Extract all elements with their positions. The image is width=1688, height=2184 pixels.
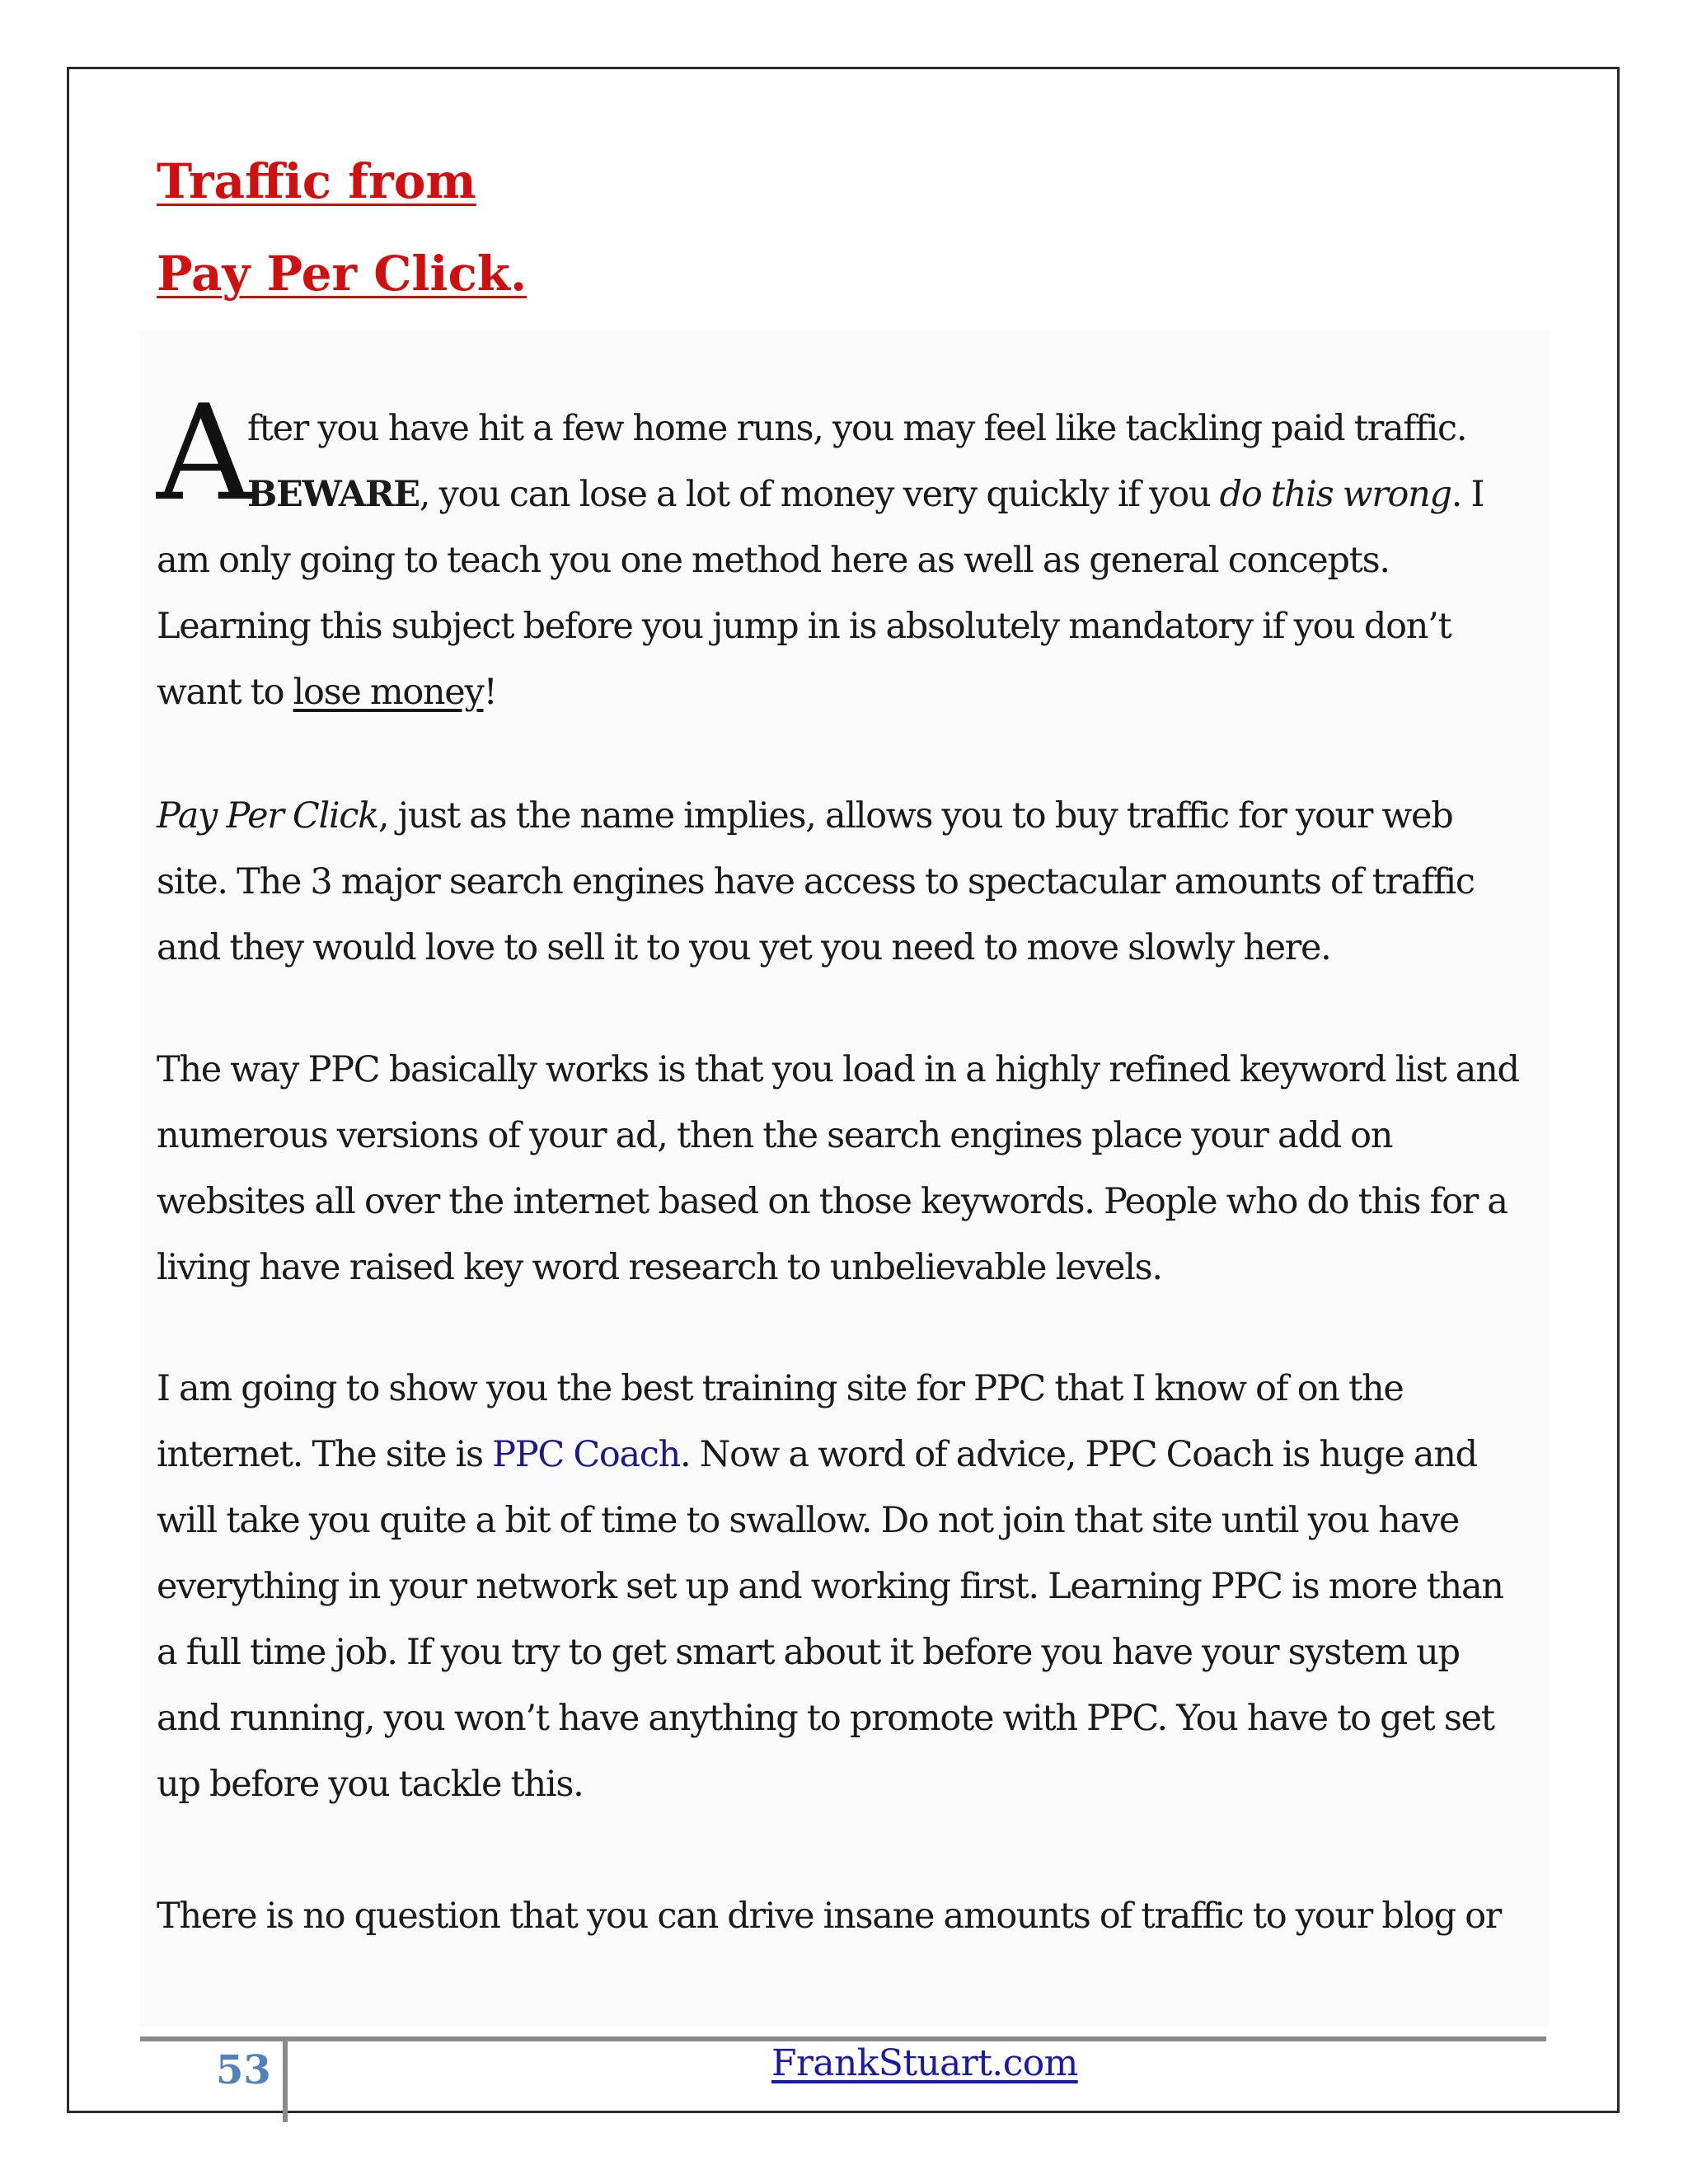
intro-line-2: BEWARE, you can lose a lot of money very quickly if you do this wrong. I: [247, 474, 1484, 515]
training-line-5: a full time job. If you try to get smart about it before you have your system up: [157, 1632, 1460, 1673]
works-line-4: living have raised key word research to unbelievable levels.: [157, 1247, 1162, 1288]
intro-line-3: am only going to teach you one method here as well as general concepts.: [157, 540, 1390, 581]
lose-money-text: lose money: [293, 672, 484, 713]
training-line-6: and running, you won’t have anything to promote with PPC. You have to get set: [157, 1698, 1494, 1739]
footer-rule: [140, 2036, 1546, 2041]
drop-cap: A: [157, 376, 252, 530]
works-line-3: websites all over the internet based on those keywords. People who do this for a: [157, 1181, 1507, 1222]
training-line-3: will take you quite a bit of time to swallow. Do not join that site until you have: [157, 1500, 1459, 1541]
ppc-line-2: site. The 3 major search engines have access to spectacular amounts of traffic: [157, 861, 1475, 902]
training-line-1: I am going to show you the best training site for PPC that I know of on the: [157, 1368, 1404, 1409]
training-line-4: everything in your network set up and working first. Learning PPC is more than: [157, 1566, 1503, 1607]
beware-text: BEWARE: [247, 474, 420, 515]
paragraph-intro: [157, 396, 1550, 725]
page-number: 53: [216, 2047, 271, 2093]
training-line-2: internet. The site is PPC Coach. Now a word of advice, PPC Coach is huge and: [157, 1434, 1477, 1475]
paragraph-insane-traffic: [157, 1883, 1550, 1949]
ppc-line-3: and they would love to sell it to you yet you need to move slowly here.: [157, 927, 1331, 968]
works-line-1: The way PPC basically works is that you load in a highly refined keyword list and: [157, 1049, 1519, 1090]
paragraph-ppc-definition: [157, 783, 1550, 981]
emphasis-text: do this wrong: [1219, 474, 1451, 515]
intro-line-4: Learning this subject before you jump in is absolutely mandatory if you don’t: [157, 606, 1451, 647]
works-line-2: numerous versions of your ad, then the search engines place your add on: [157, 1115, 1393, 1156]
training-line-7: up before you tackle this.: [157, 1764, 584, 1805]
intro-line-1: fter you have hit a few home runs, you may feel like tackling paid traffic.: [247, 408, 1467, 449]
paragraph-training-site: [157, 1356, 1550, 1817]
paragraph-how-ppc-works: [157, 1037, 1550, 1301]
intro-line-5: want to lose money!: [157, 672, 497, 713]
chapter-heading-line-1: Traffic from: [157, 153, 476, 209]
footer-site-link[interactable]: FrankStuart.com: [771, 2042, 1078, 2084]
chapter-heading-line-2: Pay Per Click.: [157, 246, 528, 302]
ppc-coach-link[interactable]: PPC Coach: [492, 1434, 681, 1475]
traffic-line-1: There is no question that you can drive insane amounts of traffic to your blog or: [157, 1896, 1502, 1937]
footer-divider: [283, 2036, 288, 2122]
ppc-line-1: Pay Per Click, just as the name implies, allows you to buy traffic for your web: [157, 795, 1453, 837]
